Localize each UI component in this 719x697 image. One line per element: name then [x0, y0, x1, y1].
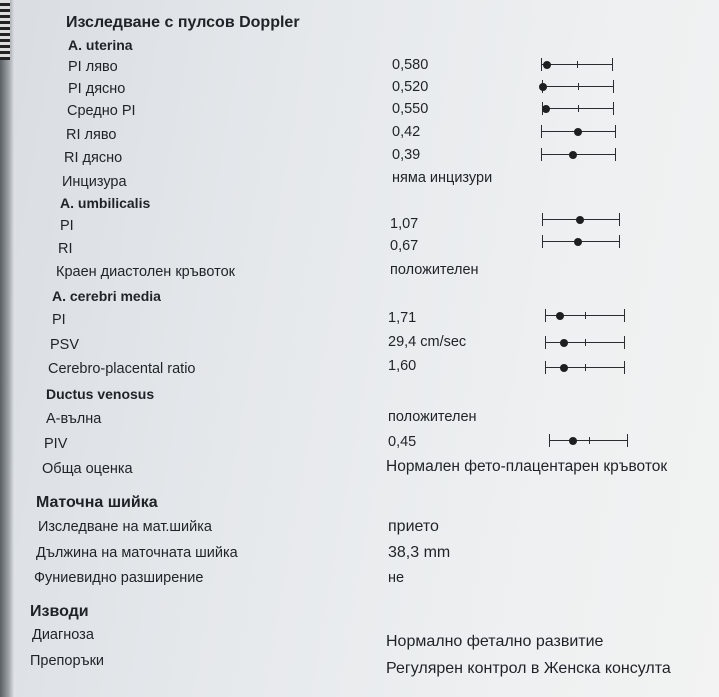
conclusions-title: Изводи: [30, 603, 89, 620]
cervix-funnel-value: не: [388, 570, 405, 586]
uterina-pi-left-value: 0,580: [392, 57, 429, 73]
range-bar-uterina-ri-right: [541, 145, 616, 163]
cervix-funnel-label: Фуниевидно разширение: [34, 570, 204, 586]
venosus-heading: Ductus venosus: [46, 386, 155, 402]
range-marker: [560, 339, 568, 347]
cerebri-pi-label: PI: [52, 312, 66, 328]
cervix-title: Маточна шийка: [36, 494, 158, 511]
range-marker: [569, 437, 577, 445]
umbilicalis-edf-label: Краен диастолен кръвоток: [56, 264, 235, 280]
cervix-exam-label: Изследване на мат.шийка: [38, 519, 212, 535]
uterina-notch-value: няма инцизури: [392, 170, 493, 186]
uterina-heading: A. uterina: [68, 37, 133, 53]
uterina-ri-right-value: 0,39: [392, 147, 421, 163]
uterina-pi-mean-label: Средно PI: [67, 103, 136, 119]
venosus-overall-value: Нормален фето-плацентарен кръвоток: [386, 458, 668, 475]
range-bar-cerebri-psv: [545, 333, 625, 351]
umbilicalis-edf-value: положителен: [390, 262, 479, 278]
cerebri-heading: A. cerebri media: [52, 288, 161, 304]
range-bar-uterina-pi-left: [541, 55, 613, 73]
range-bar-uterina-ri-left: [541, 122, 616, 140]
venosus-a-wave-value: положителен: [388, 409, 477, 425]
venosus-piv-value: 0,45: [388, 434, 417, 450]
cervix-exam-value: прието: [388, 518, 439, 535]
venosus-overall-label: Обща оценка: [42, 461, 133, 477]
range-marker: [576, 216, 584, 224]
range-bar-umbilicalis-pi: [542, 210, 620, 228]
umbilicalis-pi-value: 1,07: [390, 216, 419, 232]
range-marker: [543, 61, 551, 69]
cerebri-psv-value: 29,4 cm/sec: [388, 334, 467, 350]
range-bar-uterina-pi-right: [542, 77, 614, 95]
range-marker: [574, 128, 582, 136]
umbilicalis-heading: A. umbilicalis: [60, 195, 151, 211]
range-marker: [569, 151, 577, 159]
range-marker: [556, 312, 564, 320]
uterina-pi-mean-value: 0,550: [392, 101, 429, 117]
range-bar-cerebri-pi: [545, 306, 625, 324]
range-marker: [542, 105, 550, 113]
doppler-title: Изследване с пулсов Doppler: [66, 14, 300, 31]
cerebri-cpr-label: Cerebro-placental ratio: [48, 361, 196, 377]
diagnosis-value: Нормално фетално развитие: [386, 633, 604, 650]
diagnosis-label: Диагноза: [32, 627, 94, 643]
venosus-a-wave-label: А-вълна: [46, 411, 102, 427]
uterina-notch-label: Инцизура: [62, 174, 127, 190]
range-bar-uterina-pi-mean: [542, 99, 614, 117]
range-marker: [560, 364, 568, 372]
range-bar-cerebri-cpr: [545, 358, 625, 376]
range-bar-umbilicalis-ri: [542, 232, 620, 250]
venosus-piv-label: PIV: [44, 436, 68, 452]
uterina-pi-right-value: 0,520: [392, 79, 429, 95]
recommendations-label: Препоръки: [30, 653, 105, 669]
range-marker: [539, 83, 547, 91]
umbilicalis-ri-label: RI: [58, 241, 73, 257]
cerebri-pi-value: 1,71: [388, 310, 417, 326]
cervix-length-label: Дължина на маточната шийка: [36, 545, 238, 561]
cerebri-cpr-value: 1,60: [388, 358, 417, 374]
uterina-ri-left-value: 0,42: [392, 124, 421, 140]
umbilicalis-ri-value: 0,67: [390, 238, 419, 254]
uterina-pi-right-label: PI дясно: [68, 81, 126, 97]
umbilicalis-pi-label: PI: [60, 218, 74, 234]
cerebri-psv-label: PSV: [50, 337, 80, 353]
page-edge-shadow: [0, 0, 14, 697]
binding-perforation: [0, 0, 10, 60]
cervix-length-value: 38,3 mm: [388, 544, 451, 561]
range-bar-venosus-piv: [549, 431, 628, 449]
recommendations-value: Регулярен контрол в Женска консулта: [386, 660, 671, 677]
uterina-ri-left-label: RI ляво: [66, 127, 117, 143]
uterina-pi-left-label: PI ляво: [68, 59, 118, 75]
range-marker: [574, 238, 582, 246]
uterina-ri-right-label: RI дясно: [64, 150, 123, 166]
